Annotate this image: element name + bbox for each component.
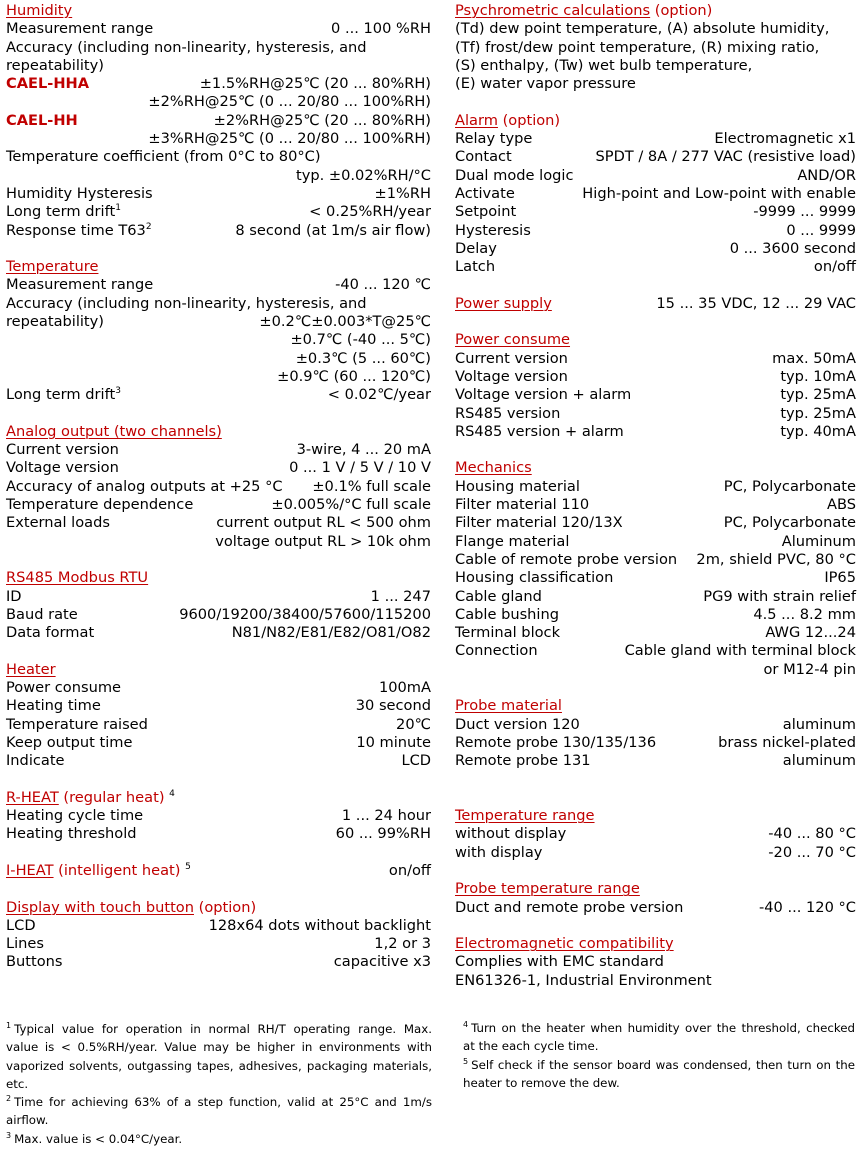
spec-row: Long term drift$^3$ < 0.02℃/year: [6, 386, 431, 404]
spec-row: Remote probe 131 aluminum: [455, 752, 856, 770]
spec-row: Setpoint -9999 ... 9999: [455, 203, 856, 221]
spec-row: without display -40 ... 80 °C: [455, 825, 856, 843]
spec-row: Terminal block AWG 12...24: [455, 624, 856, 642]
section-heater-heading: Heater: [6, 660, 56, 678]
spec-row: Cable bushing 4.5 ... 8.2 mm: [455, 605, 856, 623]
spec-row: Housing material PC, Polycarbonate: [455, 477, 856, 495]
text-line: (Td) dew point temperature, (A) absolute humidity,: [455, 20, 830, 38]
spec-row: Temperature raised 20℃: [6, 715, 431, 733]
section-mechanics-heading: Mechanics: [455, 459, 532, 477]
spec-row: Voltage version 0 ... 1 V / 5 V / 10 V: [6, 459, 431, 477]
section-analog-heading: Analog output (two channels): [6, 422, 222, 440]
section-alarm-heading: Alarm (option): [455, 111, 561, 129]
section-temperature-heading: Temperature: [6, 258, 99, 276]
spec-row: ±0.3℃ (5 ... 60℃): [295, 349, 431, 367]
spec-row: RS485 version + alarm typ. 40mA: [455, 422, 856, 440]
section-probe-temperature-range-heading: Probe temperature range: [455, 880, 640, 898]
spec-row: Long term drift$^1$ < 0.25%RH/year: [6, 203, 431, 221]
section-rheat-heading: R-HEAT (regular heat) $^4$: [6, 788, 175, 806]
left-column: [6, 2, 431, 972]
spec-row: External loads current output RL < 500 ohm: [6, 514, 431, 532]
spec-row: Temperature dependence ±0.005%/°C full scale: [6, 496, 431, 514]
spec-row: Hysteresis 0 ... 9999: [455, 221, 856, 239]
spec-row: Voltage version typ. 10mA: [455, 367, 856, 385]
right-column: [455, 2, 856, 990]
text-line: Complies with EMC standard: [455, 953, 664, 971]
spec-row: Keep output time 10 minute: [6, 733, 431, 751]
spec-label: Accuracy (including non-linearity, hysteresis, and: [6, 38, 367, 56]
footnote: $^3$ Max. value is < 0.04°C/year.: [6, 1130, 183, 1146]
footnote: $^5$ Self check if the sensor board was condensed, then turn on the heater to remove the dew.: [463, 1056, 855, 1090]
spec-row: Filter material 110 ABS: [455, 496, 856, 514]
text-line: EN61326-1, Industrial Environment: [455, 971, 712, 989]
section-display-heading: Display with touch button (option): [6, 898, 257, 916]
footnote-ref: 1: [115, 203, 121, 214]
footnote-ref: 3: [115, 386, 121, 397]
spec-row: CAEL-HHA ±1.5%RH@25℃ (20 ... 80%RH): [6, 75, 431, 93]
spec-row: Activate High-point and Low-point with enable: [455, 184, 856, 202]
spec-label: Accuracy (including non-linearity, hysteresis, and: [6, 294, 367, 312]
spec-row: Duct version 120 aluminum: [455, 715, 856, 733]
section-humidity-heading: Humidity: [6, 2, 73, 19]
spec-row: Data format N81/N82/E81/E82/O81/O82: [6, 624, 431, 642]
spec-row: Voltage version + alarm typ. 25mA: [455, 386, 856, 404]
section-temperature-range-heading: Temperature range: [455, 807, 595, 825]
footnote: $^2$ Time for achieving 63% of a step function, valid at 25°C and 1m/s airflow.: [6, 1094, 432, 1128]
spec-row: Current version max. 50mA: [455, 349, 856, 367]
spec-row: Humidity Hysteresis ±1%RH: [6, 184, 431, 202]
spec-row: Heating cycle time 1 ... 24 hour: [6, 807, 431, 825]
spec-row: Power consume 100mA: [6, 678, 431, 696]
spec-row: ±3%RH@25℃ (0 ... 20/80 ... 100%RH): [148, 130, 431, 148]
section-psychrometric-heading: Psychrometric calculations (option): [455, 2, 713, 19]
spec-row: Latch on/off: [455, 258, 856, 276]
spec-row: Contact SPDT / 8A / 277 VAC (resistive load): [455, 148, 856, 166]
spec-row: ±2%RH@25℃ (0 ... 20/80 ... 100%RH): [148, 93, 431, 111]
spec-row: Heating threshold 60 ... 99%RH: [6, 825, 431, 843]
text-line: (S) enthalpy, (Tw) wet bulb temperature,: [455, 56, 753, 74]
spec-row: Flange material Aluminum: [455, 532, 856, 550]
spec-row: Response time $T63^2$ 8 second (at 1m/s air flow): [6, 221, 431, 239]
spec-row: RS485 version typ. 25mA: [455, 404, 856, 422]
spec-row: Accuracy of analog outputs at +25 °C ±0.1% full scale: [6, 477, 431, 495]
spec-row: Heating time 30 second: [6, 697, 431, 715]
spec-row: Cable gland PG9 with strain relief: [455, 587, 856, 605]
footnote-ref: 2: [145, 221, 152, 232]
section-power-supply-heading: Power supply 15 ... 35 VDC, 12 ... 29 VAC: [455, 294, 856, 312]
section-emc-heading: Electromagnetic compatibility: [455, 935, 674, 953]
section-iheat-heading: I-HEAT (intelligent heat) $^5$ on/off: [6, 861, 431, 879]
spec-row: ±0.7℃ (-40 ... 5℃): [290, 331, 431, 349]
spec-row: typ. ±0.02%RH/°C: [295, 166, 431, 184]
footnote: $^1$ Typical value for operation in normal RH/T operating range. Max. value is < 0.5%RH/year. Value may be higher in environments with vaporized solvents, outgassing tapes, adhesives, packaging materials, etc.: [6, 1021, 432, 1091]
spec-row: Housing classification IP65: [455, 569, 856, 587]
spec-label: Temperature coefficient (from 0°C to 80°C): [6, 148, 321, 166]
spec-row: Remote probe 130/135/136 brass nickel-plated: [455, 733, 856, 751]
footnotes-left: [6, 1020, 432, 1148]
spec-row: Dual mode logic AND/OR: [455, 166, 856, 184]
spec-row: Buttons capacitive x3: [6, 953, 431, 971]
spec-row: Connection Cable gland with terminal block: [455, 642, 856, 660]
section-rs485-heading: RS485 Modbus RTU: [6, 569, 149, 587]
footnote: $^4$ Turn on the heater when humidity over the threshold, checked at the each cycle time.: [463, 1020, 855, 1054]
spec-row: Duct and remote probe version -40 ... 120 °C: [455, 898, 856, 916]
spec-row: with display -20 ... 70 °C: [455, 843, 856, 861]
spec-row: Relay type Electromagnetic x1: [455, 130, 856, 148]
spec-row: ±0.9℃ (60 ... 120℃): [277, 367, 431, 385]
spec-row: Delay 0 ... 3600 second: [455, 239, 856, 257]
spec-row: Measurement range 0 ... 100 %RH: [6, 20, 431, 38]
spec-row: voltage output RL > 10k ohm: [215, 532, 431, 550]
spec-row: Filter material 120/13X PC, Polycarbonate: [455, 514, 856, 532]
footnote-ref: 5: [185, 862, 191, 873]
model-name: CAEL-HHA: [6, 75, 90, 93]
footnotes-right: [463, 1019, 855, 1092]
spec-row: Lines 1,2 or 3: [6, 935, 431, 953]
text-line: (Tf) frost/dew point temperature, (R) mixing ratio,: [455, 38, 820, 56]
spec-row: CAEL-HH ±2%RH@25℃ (20 ... 80%RH): [6, 111, 431, 129]
spec-row: Cable of remote probe version 2m, shield PVC, 80 °C: [455, 550, 856, 568]
spec-row: Measurement range -40 ... 120 ℃: [6, 276, 431, 294]
section-probe-material-heading: Probe material: [455, 697, 562, 715]
model-name: CAEL-HH: [6, 111, 78, 129]
spec-row: or M12-4 pin: [763, 660, 856, 678]
footnote-ref: 4: [169, 788, 175, 799]
spec-row: repeatability) ±0.2℃±0.003*T@25℃: [6, 313, 431, 331]
section-power-consume-heading: Power consume: [455, 331, 571, 349]
text-line: (E) water vapor pressure: [455, 75, 636, 93]
spec-row: Indicate LCD: [6, 752, 431, 770]
spec-row: Baud rate 9600/19200/38400/57600/115200: [6, 605, 431, 623]
spec-row: LCD 128x64 dots without backlight: [6, 916, 431, 934]
spec-row: ID 1 ... 247: [6, 587, 431, 605]
spec-label: repeatability): [6, 56, 104, 74]
spec-row: Current version 3-wire, 4 ... 20 mA: [6, 441, 431, 459]
